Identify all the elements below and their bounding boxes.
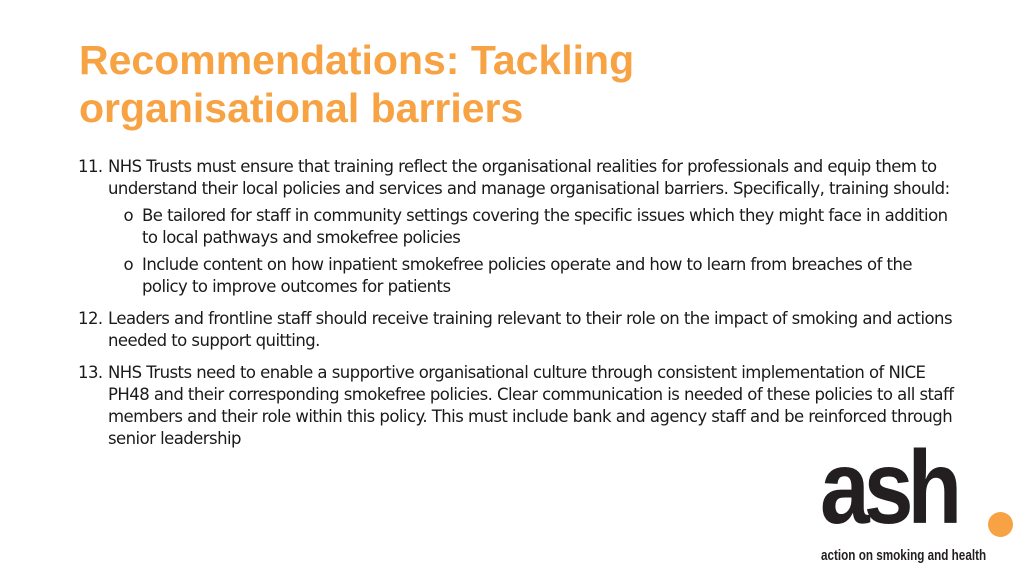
- ash-logo: [820, 430, 1020, 572]
- bullet-icon: o: [123, 255, 133, 274]
- sub-item: [108, 205, 958, 249]
- sub-item-text: Be tailored for staff in community settings covering the specific issues which they might face in addition to local pathways and smokefree policies: [142, 206, 948, 247]
- sub-item-text: Include content on how inpatient smokefree policies operate and how to learn from breaches of the policy to improve outcomes for patients: [142, 255, 912, 296]
- slide-title: Recommendations: Tackling organisational barriers: [79, 37, 635, 131]
- logo-dot-icon: [988, 512, 1013, 537]
- item-text: NHS Trusts need to enable a supportive organisational culture through consistent implementation of NICE PH48 and their corresponding smokefree policies. Clear communication is needed of these policies to all staff members and their role within this policy. This must include bank and agency staff and be reinforced through senior leadership: [108, 363, 954, 448]
- item-number: 12.: [78, 309, 103, 328]
- logo-wordmark: ash: [820, 430, 957, 546]
- recommendation-item: [78, 308, 958, 352]
- recommendation-item: [78, 156, 958, 298]
- item-text: Leaders and frontline staff should receive training relevant to their role on the impact of smoking and actions needed to support quitting.: [108, 309, 952, 350]
- recommendations-list: [78, 156, 958, 460]
- item-text: NHS Trusts must ensure that training reflect the organisational realities for professionals and equip them to understand their local policies and services and manage organisational barriers. Specifically, training should:: [108, 157, 950, 198]
- item-number: 13.: [78, 363, 103, 382]
- logo-tagline: action on smoking and health: [821, 547, 987, 564]
- item-number: 11.: [78, 157, 103, 176]
- sub-item: [108, 254, 958, 298]
- bullet-icon: o: [123, 206, 133, 225]
